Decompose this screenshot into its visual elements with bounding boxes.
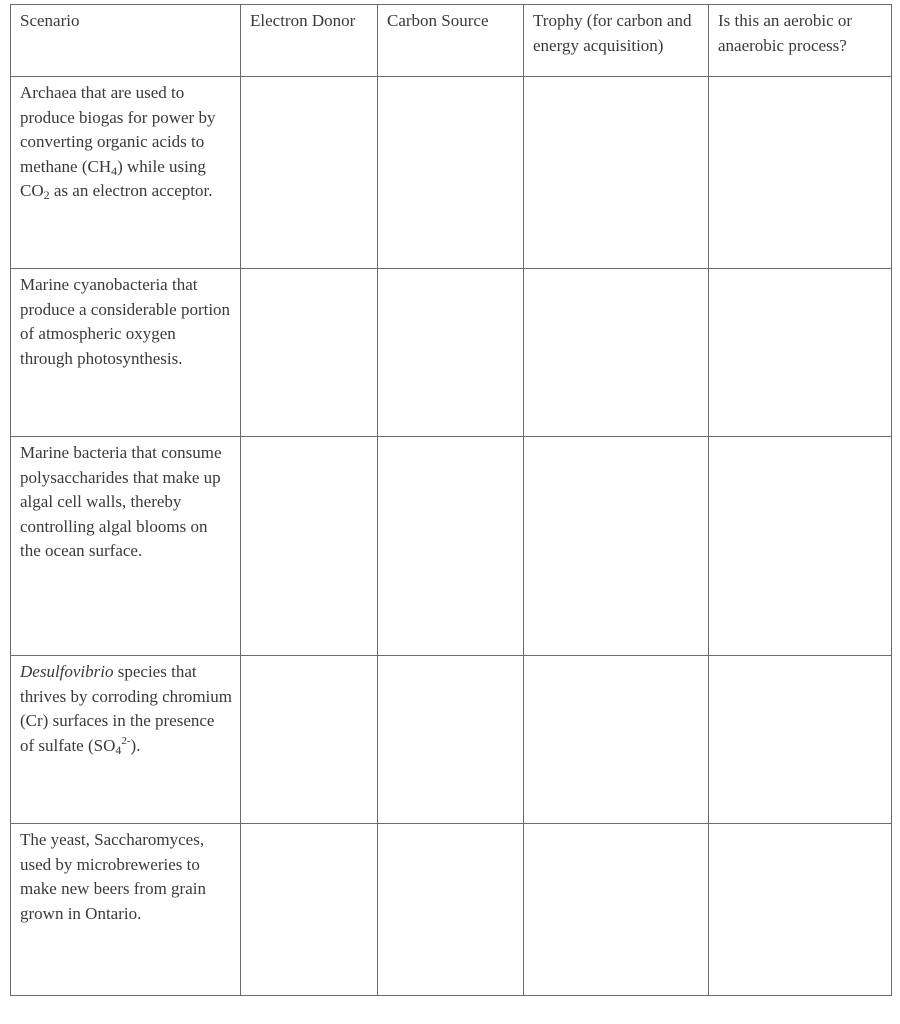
scenario-text: ) while using CO — [20, 156, 206, 200]
species-name: Desulfovibrio — [20, 662, 114, 681]
superscript: 2- — [121, 734, 131, 747]
answer-cell-aerobic[interactable] — [709, 77, 892, 269]
table-row — [11, 437, 892, 656]
table-row — [11, 824, 892, 996]
scenario-text: ). — [130, 735, 141, 755]
answer-cell-carbon-source[interactable] — [378, 77, 524, 269]
answer-cell-trophy[interactable] — [524, 824, 709, 996]
answer-cell-electron-donor[interactable] — [241, 269, 378, 437]
header-carbon-source: Carbon Source — [378, 5, 524, 77]
answer-cell-electron-donor[interactable] — [241, 824, 378, 996]
answer-cell-carbon-source[interactable] — [378, 824, 524, 996]
answer-cell-aerobic[interactable] — [709, 269, 892, 437]
answer-cell-trophy[interactable] — [524, 656, 709, 824]
answer-cell-aerobic[interactable] — [709, 824, 892, 996]
scenario-text: Archaea that are used to produce biogas for power by converting organic acids to methane (CH — [20, 83, 216, 176]
subscript: 4 — [111, 163, 118, 178]
header-electron-donor: Electron Donor — [241, 5, 378, 77]
scenario-text: species that thrives by corroding chromium (Cr) surfaces in the presence of sulfate (SO — [20, 662, 232, 755]
answer-cell-aerobic[interactable] — [709, 437, 892, 656]
scenario-desulfovibrio — [11, 656, 241, 824]
answer-cell-electron-donor[interactable] — [241, 656, 378, 824]
answer-cell-carbon-source[interactable] — [378, 437, 524, 656]
subscript: 4 — [115, 742, 122, 757]
table-row — [11, 656, 892, 824]
answer-cell-trophy[interactable] — [524, 269, 709, 437]
scenario-marine-bacteria: Marine bacteria that consume polysaccharides that make up algal cell walls, thereby controlling algal blooms on the ocean surface. — [11, 437, 241, 656]
answer-cell-electron-donor[interactable] — [241, 77, 378, 269]
scenario-text: as an electron acceptor. — [49, 181, 213, 200]
header-scenario: Scenario — [11, 5, 241, 77]
answer-cell-electron-donor[interactable] — [241, 437, 378, 656]
header-aerobic-anaerobic: Is this an aerobic or anaerobic process? — [709, 5, 892, 77]
worksheet-table — [10, 4, 892, 996]
scenario-cyanobacteria: Marine cyanobacteria that produce a considerable portion of atmospheric oxygen through photosynthesis. — [11, 269, 241, 437]
answer-cell-trophy[interactable] — [524, 437, 709, 656]
subscript: 2 — [43, 188, 50, 202]
table-row — [11, 77, 892, 269]
scenario-archaea — [11, 77, 241, 269]
answer-cell-trophy[interactable] — [524, 77, 709, 269]
header-row — [11, 5, 892, 77]
header-trophy: Trophy (for carbon and energy acquisition) — [524, 5, 709, 77]
scenario-yeast: The yeast, Saccharomyces, used by microbreweries to make new beers from grain grown in Ontario. — [11, 824, 241, 996]
answer-cell-carbon-source[interactable] — [378, 656, 524, 824]
table-row — [11, 269, 892, 437]
answer-cell-aerobic[interactable] — [709, 656, 892, 824]
answer-cell-carbon-source[interactable] — [378, 269, 524, 437]
